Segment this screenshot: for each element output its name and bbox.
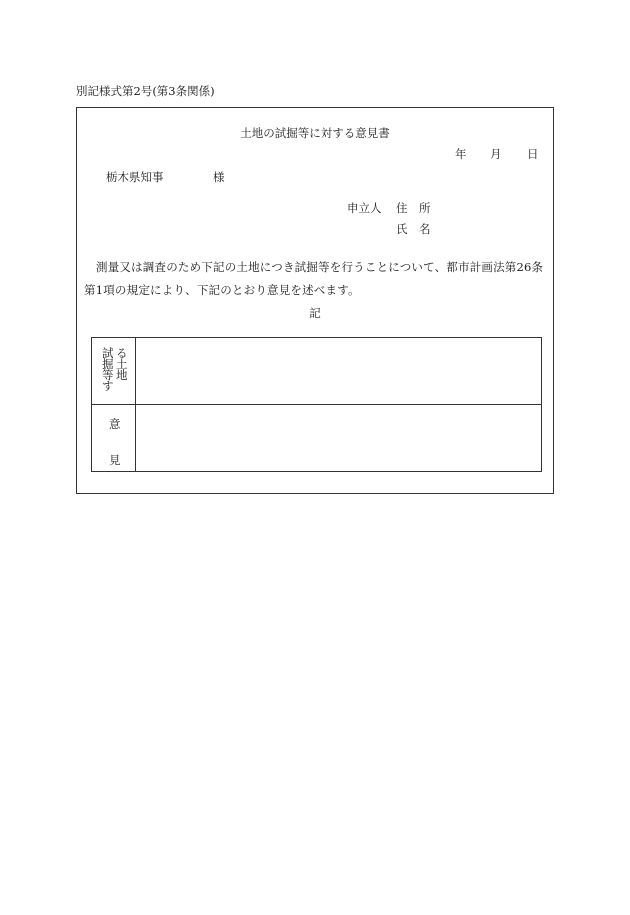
opinion-table bbox=[91, 337, 542, 472]
land-header-char: 掘 bbox=[102, 357, 114, 371]
land-header-char: 試 bbox=[102, 346, 114, 360]
land-header-char: る bbox=[116, 346, 128, 360]
opinion-header-char-1: 意 bbox=[109, 417, 121, 431]
land-header-char: す bbox=[102, 379, 114, 393]
body-text-line-1: 測量又は調査のため下記の土地につき試掘等を行うことについて、都市計画法第26条 bbox=[96, 260, 544, 274]
address-label: 住 所 bbox=[396, 201, 431, 215]
form-number-label: 別記様式第2号(第3条関係) bbox=[76, 84, 215, 98]
date-year-label: 年 bbox=[455, 147, 467, 161]
applicant-label: 申立人 bbox=[347, 201, 382, 215]
land-header-char: 等 bbox=[102, 368, 114, 382]
body-text-line-2: 第1項の規定により、下記のとおり意見を述べます。 bbox=[84, 283, 360, 297]
addressee-name: 栃木県知事 bbox=[106, 170, 164, 184]
date-month-label: 月 bbox=[490, 147, 502, 161]
land-header-char: 地 bbox=[116, 368, 128, 382]
date-day-label: 日 bbox=[527, 147, 539, 161]
land-header-char: 土 bbox=[116, 357, 128, 371]
name-label: 氏 名 bbox=[396, 222, 431, 236]
land-header-column-b bbox=[116, 348, 128, 381]
addressee-honorific: 様 bbox=[213, 170, 225, 184]
land-header-column-a bbox=[102, 348, 114, 392]
table-row-divider bbox=[92, 404, 541, 405]
opinion-header-char-2: 見 bbox=[109, 453, 121, 467]
document-title: 土地の試掘等に対する意見書 bbox=[240, 126, 390, 140]
ki-heading: 記 bbox=[309, 306, 321, 320]
